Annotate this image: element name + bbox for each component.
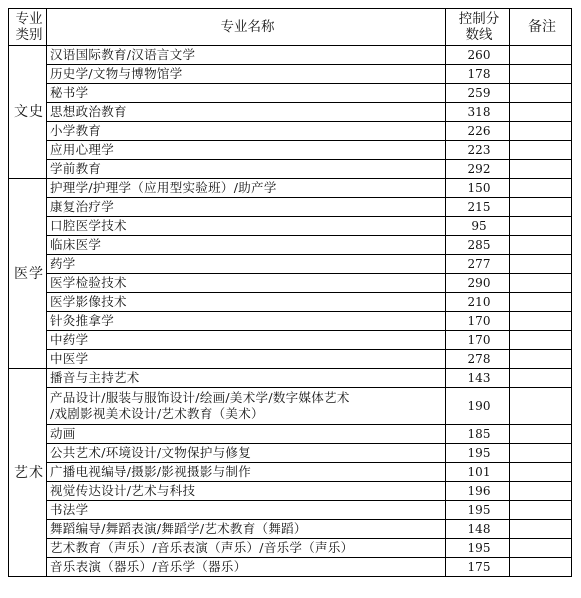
table-row [9, 293, 572, 312]
header-category-line2: 类别 [15, 27, 43, 43]
page [8, 8, 572, 577]
major-name-cell: 药学 [47, 255, 446, 274]
note-cell [510, 444, 572, 463]
score-cell: 178 [446, 65, 510, 84]
header-major: 专业名称 [47, 9, 446, 46]
score-cell: 143 [446, 369, 510, 388]
score-cell: 215 [446, 198, 510, 217]
major-name-cell: 舞蹈编导/舞蹈表演/舞蹈学/艺术教育（舞蹈） [47, 520, 446, 539]
major-name-cell: 中医学 [47, 350, 446, 369]
score-cell: 170 [446, 312, 510, 331]
score-cell: 210 [446, 293, 510, 312]
table-row [9, 255, 572, 274]
major-name-line1: 产品设计/服装与服饰设计/绘画/美术学/数字媒体艺术 [50, 390, 350, 405]
score-cell: 259 [446, 84, 510, 103]
table-row [9, 501, 572, 520]
major-name-cell: 视觉传达设计/艺术与科技 [47, 482, 446, 501]
table-row [9, 122, 572, 141]
major-name-cell: 书法学 [47, 501, 446, 520]
score-cell: 223 [446, 141, 510, 160]
table-row [9, 65, 572, 84]
table-row [9, 274, 572, 293]
score-cell: 175 [446, 558, 510, 577]
score-cell: 195 [446, 444, 510, 463]
note-cell [510, 122, 572, 141]
header-score-line2: 数线 [465, 27, 493, 43]
note-cell [510, 293, 572, 312]
major-name-cell: 播音与主持艺术 [47, 369, 446, 388]
table-row [9, 312, 572, 331]
table-row [9, 388, 572, 425]
note-cell [510, 388, 572, 425]
note-cell [510, 331, 572, 350]
table-row [9, 198, 572, 217]
table-row [9, 103, 572, 122]
major-name-cell: 音乐表演（器乐）/音乐学（器乐） [47, 558, 446, 577]
table-row [9, 217, 572, 236]
score-cell: 185 [446, 425, 510, 444]
score-cell: 150 [446, 179, 510, 198]
table-body [9, 46, 572, 577]
major-name-cell: 思想政治教育 [47, 103, 446, 122]
table-row [9, 236, 572, 255]
note-cell [510, 141, 572, 160]
note-cell [510, 482, 572, 501]
score-cell: 101 [446, 463, 510, 482]
score-cell: 226 [446, 122, 510, 141]
note-cell [510, 103, 572, 122]
score-cell: 190 [446, 388, 510, 425]
category-cell: 医学 [9, 179, 47, 369]
table-row [9, 46, 572, 65]
note-cell [510, 217, 572, 236]
table-row [9, 350, 572, 369]
note-cell [510, 198, 572, 217]
table-row [9, 141, 572, 160]
header-score [446, 9, 510, 46]
score-cell: 95 [446, 217, 510, 236]
score-cell: 277 [446, 255, 510, 274]
major-name-cell: 护理学/护理学（应用型实验班）/助产学 [47, 179, 446, 198]
header-category-line1: 专业 [15, 11, 43, 27]
major-name-cell [47, 388, 446, 425]
table-row [9, 84, 572, 103]
table-header-row [9, 9, 572, 46]
note-cell [510, 520, 572, 539]
major-name-cell: 小学教育 [47, 122, 446, 141]
table-row [9, 369, 572, 388]
note-cell [510, 84, 572, 103]
note-cell [510, 425, 572, 444]
category-cell: 文史 [9, 46, 47, 179]
note-cell [510, 179, 572, 198]
major-name-cell: 口腔医学技术 [47, 217, 446, 236]
major-name-cell: 历史学/文物与博物馆学 [47, 65, 446, 84]
header-note: 备注 [510, 9, 572, 46]
note-cell [510, 274, 572, 293]
score-cell: 170 [446, 331, 510, 350]
note-cell [510, 558, 572, 577]
note-cell [510, 501, 572, 520]
table-row [9, 425, 572, 444]
note-cell [510, 463, 572, 482]
major-name-cell: 公共艺术/环境设计/文物保护与修复 [47, 444, 446, 463]
score-cell: 148 [446, 520, 510, 539]
score-cell: 196 [446, 482, 510, 501]
major-name-line2: /戏剧影视美术设计/艺术教育（美术） [50, 406, 264, 421]
score-cell: 290 [446, 274, 510, 293]
table-row [9, 444, 572, 463]
table-row [9, 179, 572, 198]
score-cell: 260 [446, 46, 510, 65]
major-name-cell: 针灸推拿学 [47, 312, 446, 331]
table-row [9, 463, 572, 482]
header-category [9, 9, 47, 46]
note-cell [510, 46, 572, 65]
score-cell: 195 [446, 539, 510, 558]
score-cell: 195 [446, 501, 510, 520]
major-name-cell: 康复治疗学 [47, 198, 446, 217]
score-cell: 285 [446, 236, 510, 255]
major-name-cell: 临床医学 [47, 236, 446, 255]
note-cell [510, 65, 572, 84]
category-cell: 艺术 [9, 369, 47, 577]
table-row [9, 160, 572, 179]
score-cell: 278 [446, 350, 510, 369]
table-row [9, 558, 572, 577]
major-name-cell: 汉语国际教育/汉语言文学 [47, 46, 446, 65]
major-name-cell: 医学检验技术 [47, 274, 446, 293]
note-cell [510, 236, 572, 255]
major-name-cell: 医学影像技术 [47, 293, 446, 312]
note-cell [510, 350, 572, 369]
header-score-line1: 控制分 [458, 11, 500, 27]
table-row [9, 331, 572, 350]
major-name-cell: 秘书学 [47, 84, 446, 103]
major-name-cell: 广播电视编导/摄影/影视摄影与制作 [47, 463, 446, 482]
major-name-cell: 学前教育 [47, 160, 446, 179]
note-cell [510, 160, 572, 179]
score-cell: 292 [446, 160, 510, 179]
table-row [9, 482, 572, 501]
major-name-cell: 应用心理学 [47, 141, 446, 160]
table-row [9, 520, 572, 539]
major-name-cell: 中药学 [47, 331, 446, 350]
score-cell: 318 [446, 103, 510, 122]
table-row [9, 539, 572, 558]
major-name-cell: 动画 [47, 425, 446, 444]
major-name-cell: 艺术教育（声乐）/音乐表演（声乐）/音乐学（声乐） [47, 539, 446, 558]
note-cell [510, 369, 572, 388]
note-cell [510, 539, 572, 558]
note-cell [510, 312, 572, 331]
score-table [8, 8, 572, 577]
note-cell [510, 255, 572, 274]
